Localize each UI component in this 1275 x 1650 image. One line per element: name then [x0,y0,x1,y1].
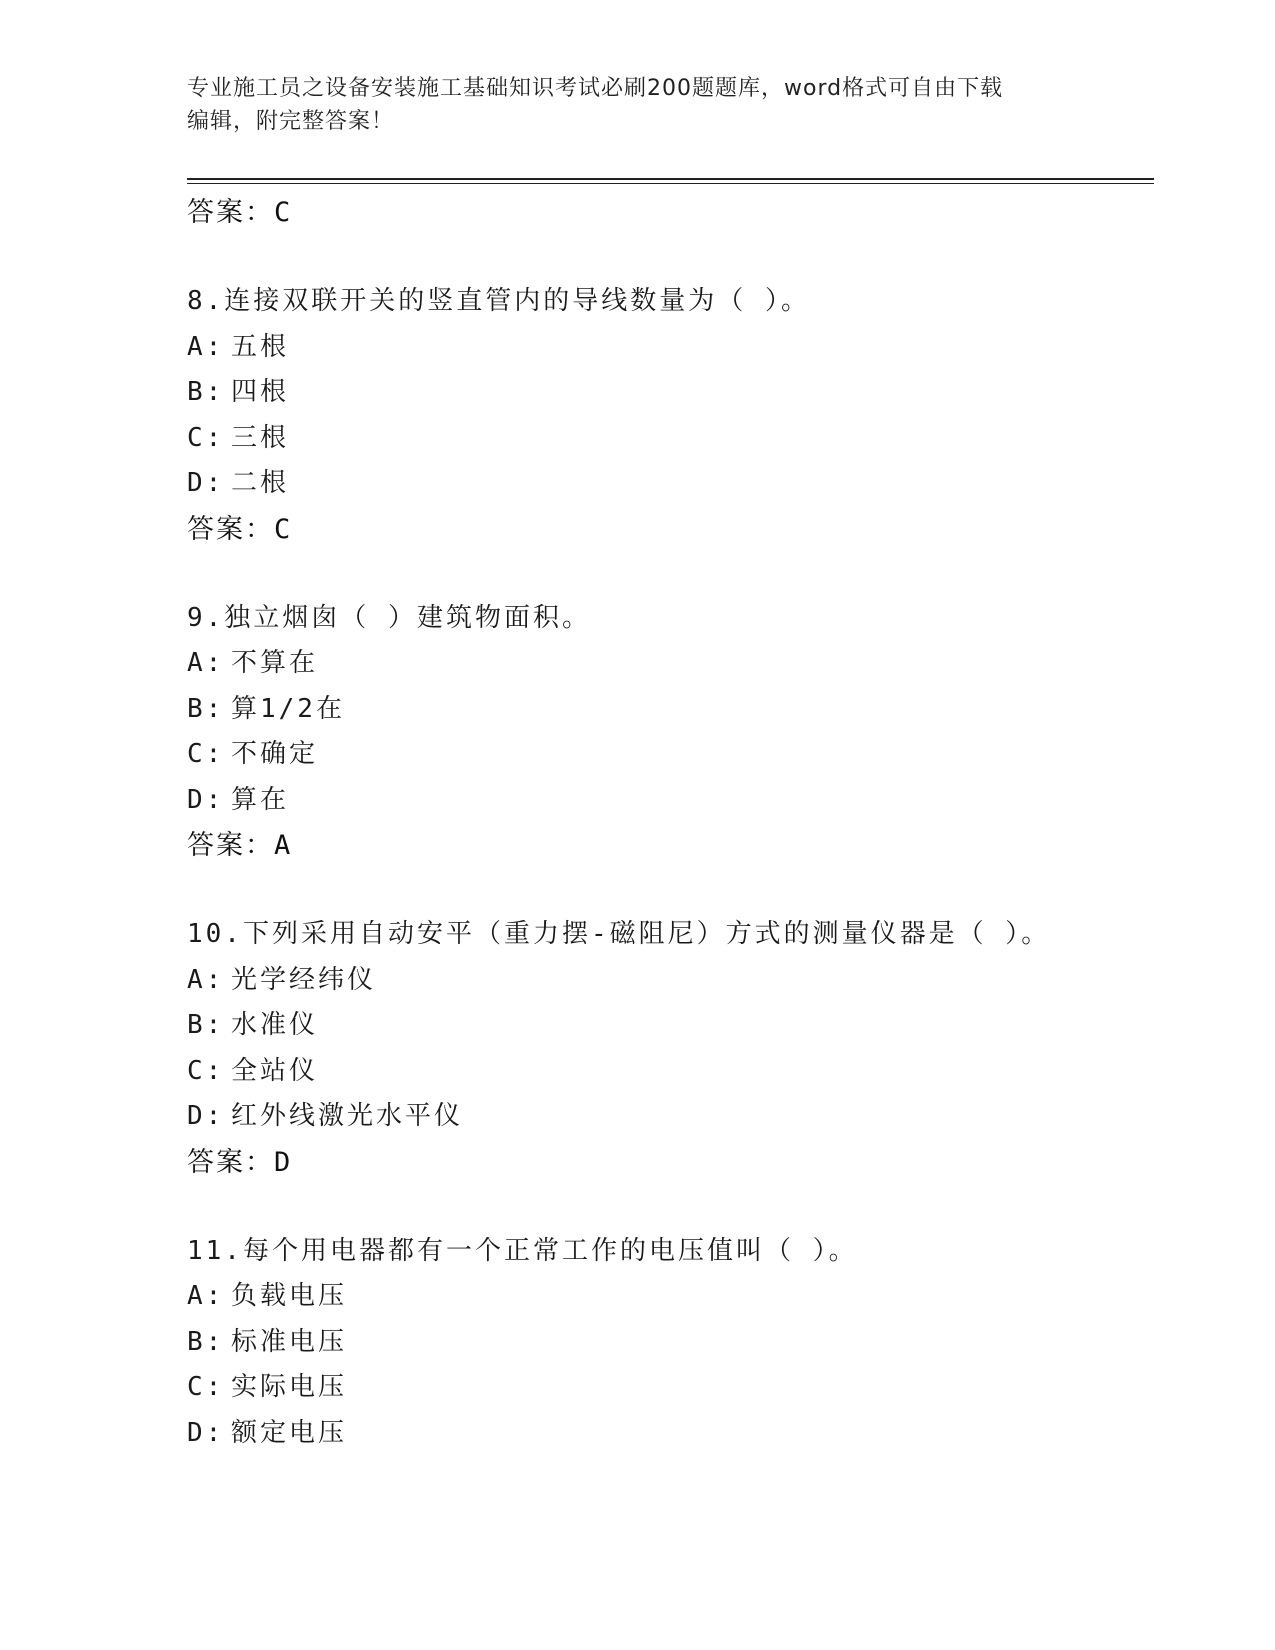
header-divider-thick [187,178,1154,180]
answer-prefix: 答案： [187,197,274,228]
answer-value: A [274,830,293,861]
option-text: 负载电压 [231,1281,348,1311]
option-label: B: [187,1326,225,1357]
question-text: 11.每个用电器都有一个正常工作的电压值叫（ ）。 [187,1235,858,1266]
option-text: 全站仪 [231,1055,319,1086]
option-label: D: [187,1101,225,1131]
option-a [187,1274,1147,1320]
option-text: 标准电压 [231,1326,348,1357]
option-label: B: [187,377,225,407]
option-text: 光学经纬仪 [231,964,377,995]
option-text: 三根 [231,422,290,453]
header-line-1: 专业施工员之设备安装施工基础知识考试必刷200题题库，word格式可自由下载 [187,76,1004,101]
option-text: 算1/2在 [231,693,345,724]
option-b [187,1003,1147,1049]
option-d [187,1411,1147,1457]
header-divider-thin [187,183,1154,184]
spacer [187,553,1147,596]
answer-prefix: 答案： [187,1146,274,1178]
option-label: D: [187,1417,225,1448]
option-text: 算在 [231,784,290,815]
answer-prefix: 答案： [187,830,274,861]
option-text: 不算在 [231,648,319,678]
option-label: A: [187,331,225,362]
option-label: C: [187,739,225,769]
document-header [187,72,1067,138]
option-text: 额定电压 [231,1417,348,1448]
option-b [187,687,1147,733]
option-text: 红外线激光水平仪 [231,1101,464,1131]
option-label: C: [187,1055,225,1086]
option-c [187,1365,1147,1411]
option-c [187,416,1147,462]
option-text: 水准仪 [231,1010,319,1040]
option-text: 五根 [231,331,290,362]
answer-line [187,507,1147,553]
option-text: 四根 [231,377,290,407]
option-d [187,1094,1147,1140]
option-text: 不确定 [231,739,319,769]
option-label: A: [187,964,225,995]
option-d [187,778,1147,824]
answer-line [187,1140,1147,1186]
option-c [187,732,1147,778]
option-label: D: [187,784,225,815]
spacer [187,869,1147,912]
spacer [187,1186,1147,1229]
option-label: D: [187,468,225,498]
question-text: 10.下列采用自动安平（重力摆-磁阻尼）方式的测量仪器是（ ）。 [187,919,1051,949]
option-label: B: [187,1010,225,1040]
header-line-2: 编辑，附完整答案！ [187,109,395,134]
option-label: C: [187,1372,225,1402]
option-c [187,1049,1147,1095]
option-a [187,958,1147,1004]
answer-value: D [274,1146,293,1178]
option-b [187,370,1147,416]
option-label: A: [187,1281,225,1311]
answer-value: C [274,197,293,228]
answer-line [187,823,1147,869]
question-text: 8.连接双联开关的竖直管内的导线数量为（ ）。 [187,286,810,316]
option-a [187,641,1147,687]
option-a [187,325,1147,371]
option-b [187,1320,1147,1366]
answer-value: C [274,513,293,545]
option-label: C: [187,422,225,453]
answer-prefix: 答案： [187,513,274,545]
answer-line [187,190,1147,236]
spacer [187,236,1147,279]
option-label: B: [187,693,225,724]
option-text: 二根 [231,468,290,498]
question-list [187,190,1147,1456]
option-d [187,461,1147,507]
option-text: 实际电压 [231,1372,348,1402]
option-label: A: [187,648,225,678]
question-text: 9.独立烟囱（ ）建筑物面积。 [187,602,591,633]
